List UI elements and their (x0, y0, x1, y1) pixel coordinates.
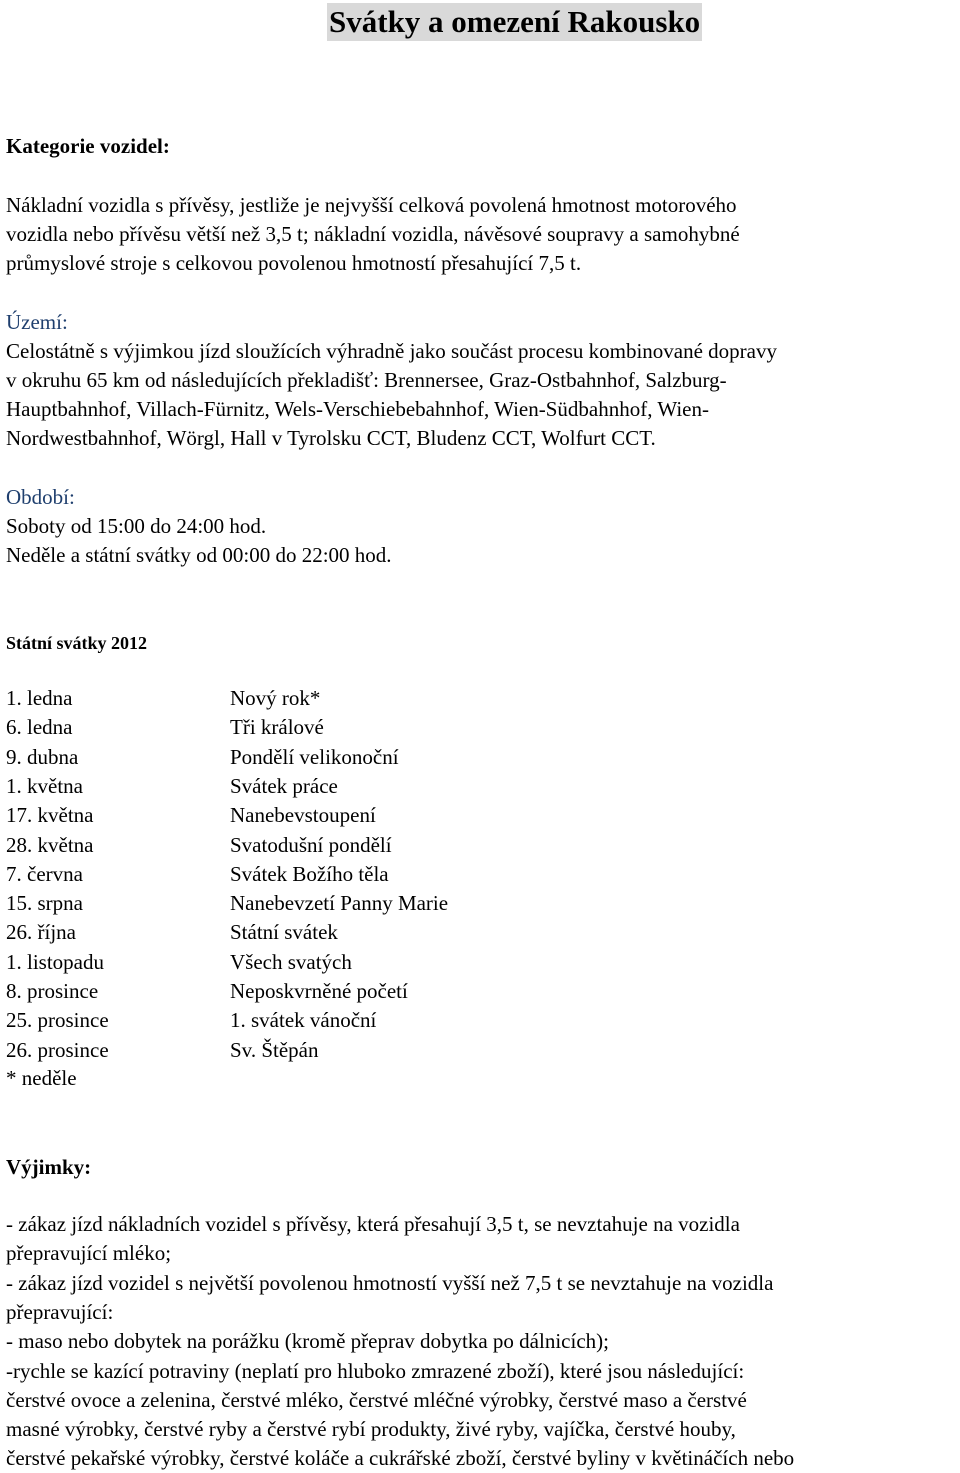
holiday-row (6, 860, 606, 889)
holiday-name: Tři králové (230, 715, 324, 739)
holidays-heading: Státní svátky 2012 (6, 633, 148, 653)
vehicle-category-line: Nákladní vozidla s přívěsy, jestliže je nejvyšší celková povolená hmotnost motorového (6, 193, 737, 217)
exceptions-line: masné výrobky, čerstvé ryby a čerstvé rybí produkty, živé ryby, vajíčka, čerstvé houby, (6, 1417, 736, 1441)
holiday-name: Nanebevstoupení (230, 803, 376, 827)
holiday-date: 1. května (6, 774, 83, 798)
holiday-date: 8. prosince (6, 979, 99, 1003)
vehicle-category-heading: Kategorie vozidel: (6, 134, 170, 158)
exceptions-line: čerstvé pekařské výrobky, čerstvé koláče a cukrářské zboží, čerstvé byliny v květináčích nebo (6, 1446, 795, 1470)
exceptions-line: přepravující: (6, 1300, 114, 1324)
holiday-name: Sv. Štěpán (230, 1038, 319, 1062)
exceptions-line: - zákaz jízd vozidel s největší povolenou hmotností vyšší než 7,5 t se nevztahuje na vozidla (6, 1271, 774, 1295)
holiday-row (6, 801, 606, 830)
territory-line: Celostátně s výjimkou jízd sloužících výhradně jako součást procesu kombinované dopravy (6, 339, 777, 363)
holiday-name: Nanebevzetí Panny Marie (230, 891, 449, 915)
holiday-row (6, 977, 606, 1006)
exceptions-line: - maso nebo dobytek na porážku (kromě přeprav dobytka po dálnicích); (6, 1329, 609, 1353)
holiday-row (6, 743, 606, 772)
holiday-row (6, 1036, 606, 1065)
holiday-date: 25. prosince (6, 1008, 109, 1032)
territory-line: v okruhu 65 km od následujících překladišť: Brennersee, Graz-Ostbahnhof, Salzburg- (6, 368, 727, 392)
holiday-date: 6. ledna (6, 715, 73, 739)
territory-heading: Území: (6, 310, 68, 334)
holiday-row (6, 889, 606, 918)
period-line: Soboty od 15:00 do 24:00 hod. (6, 514, 267, 538)
page-title: Svátky a omezení Rakousko (329, 4, 701, 39)
period-line: Neděle a státní svátky od 00:00 do 22:00 hod. (6, 543, 392, 567)
holiday-date: 9. dubna (6, 745, 79, 769)
holiday-name: Svátek práce (230, 774, 338, 798)
holiday-date: 1. ledna (6, 686, 73, 710)
vehicle-category-line: průmyslové stroje s celkovou povolenou hmotností přesahující 7,5 t. (6, 251, 582, 275)
holiday-name: Svatodušní pondělí (230, 833, 392, 857)
holiday-name: Nový rok* (230, 686, 321, 710)
holiday-row (6, 684, 606, 713)
exceptions-line: přepravující mléko; (6, 1241, 172, 1265)
holiday-name: Všech svatých (230, 950, 352, 974)
exceptions-heading: Výjimky: (6, 1155, 92, 1179)
period-heading: Období: (6, 485, 75, 509)
territory-line: Hauptbahnhof, Villach-Fürnitz, Wels-Verschiebebahnhof, Wien-Südbahnhof, Wien- (6, 397, 709, 421)
holiday-row (6, 713, 606, 742)
holiday-date: 28. května (6, 833, 94, 857)
holiday-date: 17. května (6, 803, 94, 827)
exceptions-line: - zákaz jízd nákladních vozidel s přívěsy, která přesahují 3,5 t, se nevztahuje na vozidla (6, 1212, 740, 1236)
holiday-date: 1. listopadu (6, 950, 104, 974)
vehicle-category-line: vozidla nebo přívěsu větší než 3,5 t; nákladní vozidla, návěsové soupravy a samohybné (6, 222, 740, 246)
holiday-row (6, 831, 606, 860)
holiday-date: 26. prosince (6, 1038, 109, 1062)
holiday-name: Neposkvrněné početí (230, 979, 408, 1003)
holiday-name: 1. svátek vánoční (230, 1008, 377, 1032)
holiday-row (6, 1006, 606, 1035)
holiday-row (6, 918, 606, 947)
holiday-name: Svátek Božího těla (230, 862, 389, 886)
holiday-name: Státní svátek (230, 920, 338, 944)
holiday-row (6, 772, 606, 801)
holiday-row (6, 948, 606, 977)
holiday-footnote: * neděle (6, 1066, 77, 1090)
holiday-date: 15. srpna (6, 891, 83, 915)
holiday-name: Pondělí velikonoční (230, 745, 399, 769)
holiday-date: 26. října (6, 920, 76, 944)
holiday-date: 7. června (6, 862, 83, 886)
territory-line: Nordwestbahnhof, Wörgl, Hall v Tyrolsku CCT, Bludenz CCT, Wolfurt CCT. (6, 426, 656, 450)
exceptions-line: -rychle se kazící potraviny (neplatí pro hluboko zmrazené zboží), které jsou následující: (6, 1359, 745, 1383)
exceptions-line: čerstvé ovoce a zelenina, čerstvé mléko, čerstvé mléčné výrobky, čerstvé maso a čerstvé (6, 1388, 747, 1412)
